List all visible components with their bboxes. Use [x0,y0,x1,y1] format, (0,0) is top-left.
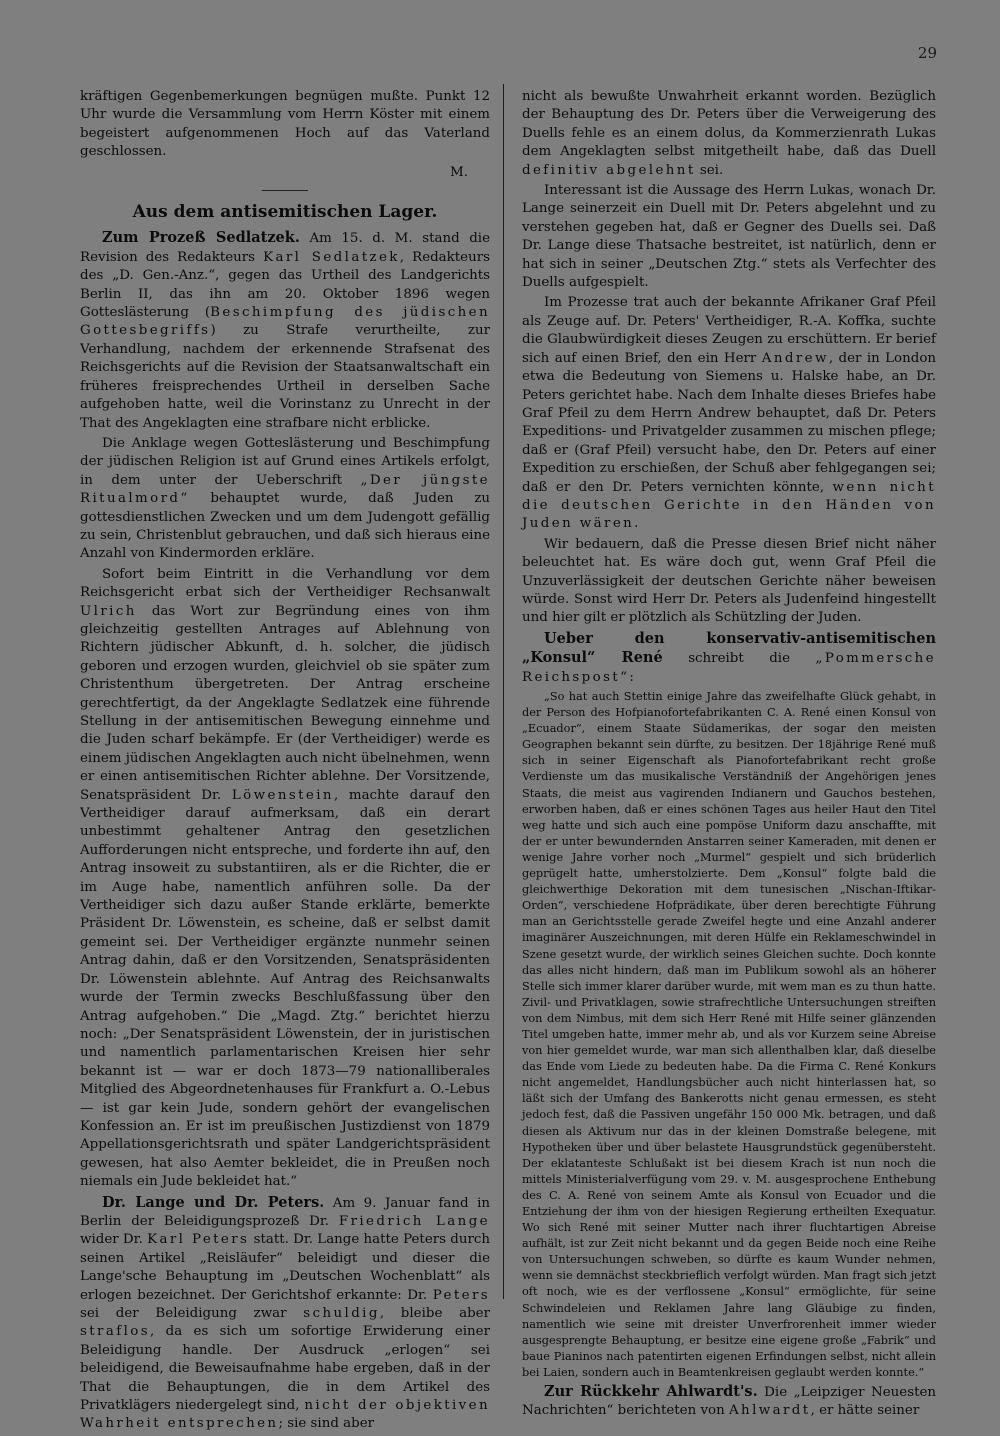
spaced-emphasis: straflos [80,1324,151,1340]
pfeil-paragraph: Im Prozesse trat auch der bekannte Afrikaner Graf Pfeil als Zeuge auf. Dr. Peters' Vertheidiger, R.-A. Koffka, suchte die Glaubwürdigkeit dieses Zeugen zu erschüttern. Er berief sich auf einen Brief, den ein Herr Andrew, der in London etwa die Bedeutung von Siemens u. Halske habe, an Dr. Peters gerichtet habe. Nach dem Inhalte dieses Briefes habe Graf Pfeil zu dem Herrn Andrew behauptet, daß Dr. Peters Expeditions- und Privatgelder zusammen zu mischen pflege; daß er (Graf Pfeil) versucht habe, den Dr. Peters auf einer Expedition zu erschießen, der Schuß aber fehlgegangen sei; daß er den Dr. Peters vernichten könnte, wenn nicht die deutschen Gerichte in den Händen von Juden wären. [522,295,937,532]
person-name: Karl Sedlatzek [263,249,400,265]
column-divider [503,84,504,1299]
separator-rule [262,190,308,191]
article-sedlatzek-p3: Sofort beim Eintritt in die Verhandlung vor dem Reichsgericht erbat sich der Vertheidiger Rechsanwalt Ulrich das Wort zur Begründung eines von ihm gleichzeitig gestellten Antrages auf Ablehnung von Richtern jüdischer Abkunft, d. h. solcher, die jüdisch geboren und erzogen wurden, gleichviel ob sie später zum Christenthum übergetreten. Der Antrag erscheine gerechtfertigt, da der Angeklagte Sedlatzek eine führende Stellung in der antisemitischen Bewegung einnehme und die Juden scharf bekämpfe. Er (der Vertheidiger) werde es einem jüdischen Angeklagten auch nicht übelnehmen, wenn er einen antisemitischen Richter ablehne. Der Vorsitzende, Senatspräsident Dr. Löwenstein, machte darauf den Vertheidiger darauf aufmerksam, daß ein derart unbestimmt gehaltener Antrag den gesetzlichen Aufforderungen nicht entspreche, und forderte ihn auf, den Antrag insoweit zu substantiiren, als er die Richter, die er im Auge habe, namentlich anführen solle. Da der Vertheidiger sich dazu außer Stande erklärte, bemerkte Präsident Dr. Löwenstein, es scheine, daß er selbst damit gemeint sei. Der Vertheidiger ergänzte nunmehr seinen Antrag dahin, daß er den Vorsitzenden, Senatspräsidenten Dr. Löwenstein ablehnte. Auf Antrag des Reichsanwalts wurde der Termin zwecks Beschlußfassung über den Antrag aufgehoben.“ Die „Magd. Ztg.“ berichtet hierzu noch: „Der Senatspräsident Löwenstein, der in juristischen und namentlich parlamentarischen Kreisen hier sehr bekannt ist — war er doch 1873—79 nationalliberales Mitglied des Abgeordnetenhauses für Frankfurt a. O.-Lebus — ist gar kein Jude, sondern gehört der evangelischen Konfession an. Er ist im preußischen Justizdienst von 1879 Appellationsgerichtsrath und später Landgerichtspräsident gewesen, hat also Aemter bekleidet, die in Preußen noch niemals ein Jude bekleidet hat.“ [80,566,490,1190]
ahlwardt-paragraph: Zur Rückkehr Ahlwardt's. Die „Leipziger Neuesten Nachrichten“ berichteten von Ahlwardt, er hätte seiner [522,1383,937,1419]
page-number: 29 [917,44,937,62]
signature: M. [450,164,468,180]
article-sedlatzek-p2: Die Anklage wegen Gotteslästerung und Beschimpfung der jüdischen Religion ist auf Grund eines Artikels erfolgt, in dem unter der Ueberschrift „Der jüngste Ritualmord“ behauptet wurde, daß Juden zu gottesdienstlichen Zwecken und um dem Judengott gefällig zu sein, Christenblut gebrauchen, und daß sich hieraus eine Anzahl von Kindermorden erkläre. [80,435,491,562]
intro-paragraph: kräftigen Gegenbemerkungen begnügen mußte. Punkt 12 Uhr wurde die Versammlung vom Herrn Köster mit einem begeistert aufgenommenen Hoch auf das Vaterland geschlossen. [80,89,490,160]
person-name: Karl Peters [147,1232,250,1248]
section-title: Aus dem antisemitischen Lager. [132,202,438,223]
person-name: Ahlwardt [728,1403,811,1419]
presse-paragraph: Wir bedauern, daß die Presse diesen Brief nicht näher beleuchtet hat. Es wäre doch gut, wenn Graf Pfeil die Unzuverlässigkeit der deutschen Gerichte näher beweisen würde. Sonst wird Herr Dr. Peters als Judenfeind hingestellt und hier gilt er plötzlich als Schützling der Juden. [522,536,936,626]
article-title: Zum Prozeß Sedlatzek. [102,229,300,247]
spaced-emphasis: definitiv abgelehnt [522,162,696,178]
spaced-emphasis: „Der jüngste Ritualmord“ [80,472,490,507]
spaced-emphasis: wenn nicht die deutschen Gerichte in den Händen von Juden wären [522,479,936,532]
person-name: Andrew [761,350,829,366]
left-column [80,88,490,1436]
newspaper-name: „Pommersche Reichspost“ [522,651,936,685]
article-title: Zur Rückkehr Ahlwardt's. [544,1383,758,1401]
lukas-paragraph: Interessant ist die Aussage des Herrn Lukas, wonach Dr. Lange seinerzeit ein Duell mit Dr. Peters abgelehnt und zu verstehen gegeben hat, daß er Gegner des Duells sei. Daß Dr. Lange diese Thatsache bestreitet, ist natürlich, denn er hat sich in seiner „Deutschen Ztg.“ stets als Verfechter des Duells aufgespielt. [522,183,936,291]
article-title: Ueber den konservativ-antisemitischen „Konsul“ René [522,629,936,667]
rene-heading: Ueber den konservativ-antisemitischen „Konsul“ René schreibt die „Pommersche Reichspost“: [522,629,936,685]
article-title: Dr. Lange und Dr. Peters. [102,1193,325,1211]
rene-quote: „So hat auch Stettin einige Jahre das zweifelhafte Glück gehabt, in der Person des Hofpianofortefabrikanten C. A. René einen Konsul von „Ecuador“, einem Staate Südamerikas, der sogar den meisten Geographen bekannt sein dürfte, zu besitzen. Der 18jährige René muß sich in seiner Eigenschaft als Pianofortefabrikant recht große Verdienste um das musikalische Verständniß der Angehörigen jenes Staats, die meist aus vagirenden Indianern und Gauchos bestehen, erworben haben, daß er eines schönen Tages aus heiler Haut den Titel weg hatte und sich auch eine pompöse Uniform dazu anschaffte, mit der er unter bewundernden Anstarren seiner Kameraden, mit denen er wenige Jahre vorher noch „Murmel“ gespielt und sich brüderlich geprügelt hatte, umherstolzierte. Dem „Konsul“ folgte bald die gleichwerthige Dekoration mit dem tunesischen „Nischan-Iftikar-Orden“, verschiedene Hofprädikate, über deren berechtigte Führung man an Gerichtsstelle gerade Zweifel hegte und eine Anzahl anderer imaginärer Auszeichnungen, mit deren Hülfe ein Reklameschwindel in Szene gesetzt wurde, der wirklich seines Gleichen suchte. Doch konnte das alles nicht hindern, daß man im Publikum sowohl als an höherer Stelle sich immer klarer darüber wurde, mit wem man es zu thun hatte. Zivil- und Privatklagen, sowie strafrechtliche Untersuchungen streiften von dem Nimbus, mit dem sich Herr René mit Hilfe seiner glänzenden Titel umgeben hatte, immer mehr ab, und als vor Kurzem seine Abreise von hier gemeldet wurde, war man sich allenthalben klar, daß dieselbe das Ende vom Liede zu bedeuten habe. Da die Firma C. René Konkurs nicht angemeldet, Handlungsbücher auch nicht hinterlassen hat, so läßt sich der Umfang des Bankerotts nicht genau ermessen, es steht jedoch fest, daß die Passiven ungefähr 150 000 Mk. betragen, und daß diesen als Aktivum nur das in der kleinen Domstraße belegene, mit Hypotheken über und über belastete Hausgrundstück gegenübersteht. Der eklatanteste Schlußakt ist bei diesem Krach ist nun noch die mittels Ministerialverfügung vom 29. v. M. ausgesprochene Enthebung des C. A. René von seinem Amte als Konsul von Ecuador und die Entziehung der ihm von der hiesigen Regierung ertheilten Exequatur. Wo sich René mit seiner Mutter nach ihrer fluchtartigen Abreise aufhält, ist zur Zeit nicht bekannt und da gegen Beide noch eine Reihe von Untersuchungen schweben, so dürfte es kaum Wunder nehmen, wenn sie demnächst steckbrieflich verfolgt würden. Man fragt sich jetzt oft noch, wie es der verflossene „Konsul“ ermöglichte, für seine Schwindeleien und Reklamen Jahre lang Gläubige zu finden, namentlich wie seine mit dreister Unverfrorenheit immer wieder ausgesprengte Behauptung, er besitze eine eigene große „Fabrik“ und baue Pianinos nach patentirten eigenen Erfindungen selbst, nicht allein bei Laien, sondern auch in Beamtenkreisen geglaubt werden konnte.“ [522,690,936,1379]
person-name: Löwenstein [231,787,334,803]
article-sedlatzek-p1: Zum Prozeß Sedlatzek. Am 15. d. M. stand die Revision des Redakteurs Karl Sedlatzek, Redakteurs des „D. Gen.-Anz.“, gegen das Urtheil des Landgerichts Berlin II, das ihn am 20. Oktober 1896 wegen Gotteslästerung (Beschimpfung des jüdischen Gottesbegriffs) zu Strafe verurtheilte, zur Verhandlung, nachdem der erkennende Strafsenat des Reichsgerichts auf die Revision der Staatsanwaltschaft ein früheres freisprechendes Urtheil in derselben Sache aufgehoben hatte, weil die Vorinstanz zu Unrecht in der That des Angeklagten eine strafbare nicht erblicke. [80,229,491,431]
article-lange-peters-p1: Dr. Lange und Dr. Peters. Am 9. Januar fand in Berlin der Beleidigungsprozeß Dr. Friedrich Lange wider Dr. Karl Peters statt. Dr. Lange hatte Peters durch seinen Artikel „Reisläufer“ beleidigt und dieser die Lange'sche Behauptung im „Deutschen Wochenblatt“ als erlogen bezeichnet. Der Gerichtshof erkannte: Dr. Peters sei der Beleidigung zwar schuldig, bleibe aber straflos, da es sich um sofortige Erwiderung einer Beleidigung handle. Der Ausdruck „erlogen“ sei beleidigend, die Beweisaufnahme habe ergeben, daß in der That die Behauptungen, die in dem Artikel des Privatklägers niedergelegt sind, nicht der objektiven Wahrheit entsprechen; sie sind aber [80,1193,491,1432]
spaced-emphasis: schuldig [303,1306,380,1321]
person-name: Peters [432,1287,491,1303]
spaced-emphasis: nicht der objektiven Wahrheit entsprechen [80,1398,490,1432]
person-name: Friedrich Lange [338,1213,490,1229]
spaced-emphasis: Beschimpfung des jüdischen Gottesbegriffs [80,305,490,339]
person-name: Ulrich [80,603,137,619]
continued-paragraph: nicht als bewußte Unwahrheit erkannt worden. Bezüglich der Behauptung des Dr. Peters über die Verweigerung des Duells fehle es an einem dolus, da Kommerzienrath Lukas dem Angeklagten selbst mitgetheilt habe, daß das Duell definitiv abgelehnt sei. [522,89,936,178]
right-column [522,88,936,1423]
